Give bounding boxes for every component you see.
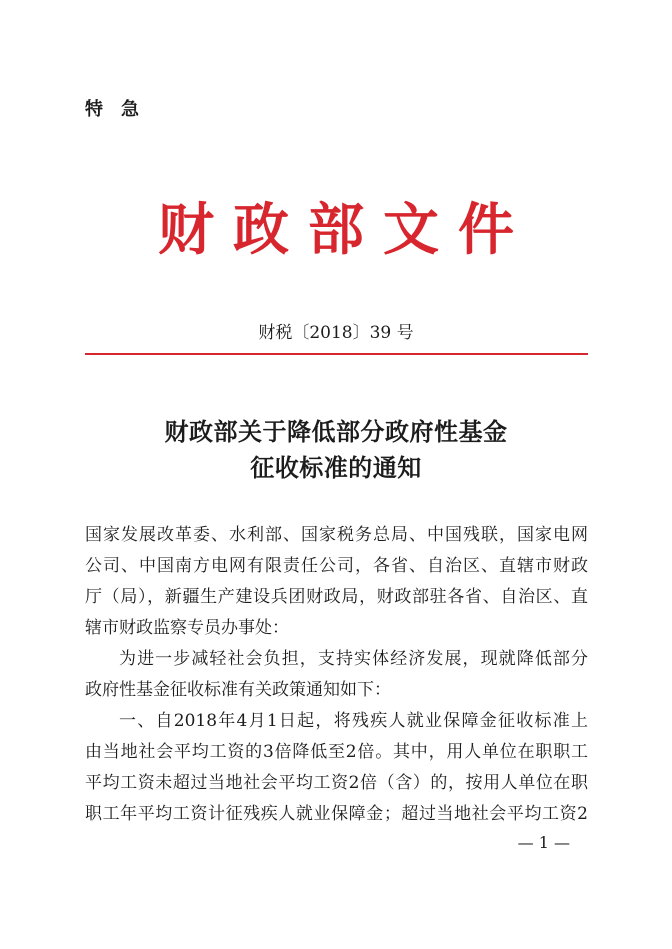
document-title-line: 征收标准的通知 [250,453,422,482]
body-paragraph-line: 为进一步减轻社会负担，支持实体经济发展，现就降低部分 [119,649,588,669]
urgency-mark: 特急 [85,99,157,120]
addressee-line: 国家发展改革委、水利部、国家税务总局、中国残联，国家电网 [85,525,588,545]
body-paragraph-line: 职工年平均工资计征残疾人就业保障金；超过当地社会平均工资2 [85,804,588,824]
document-body [85,520,588,830]
page-number: — 1 — [517,833,570,852]
document-title [0,414,672,486]
document-number: 财税〔2018〕39 号 [258,323,414,343]
addressee-line: 厅（局），新疆生产建设兵团财政局，财政部驻各省、自治区、直 [85,587,588,607]
body-paragraph-line: 政府性基金征收标准有关政策通知如下： [85,680,391,700]
document-title-line: 财政部关于降低部分政府性基金 [164,417,508,446]
body-paragraph-line: 平均工资未超过当地社会平均工资2倍（含）的，按用人单位在职 [85,773,588,793]
red-divider-line [85,353,588,355]
addressee-line: 公司、中国南方电网有限责任公司，各省、自治区、直辖市财政 [85,556,588,576]
issuing-org-title: 财政部文件 [158,197,533,263]
body-paragraph-line: 一、自2018年4月1日起，将残疾人就业保障金征收标准上 [119,711,588,731]
body-paragraph-line: 由当地社会平均工资的3倍降低至2倍。其中，用人单位在职职工 [85,742,588,762]
addressee-line: 辖市财政监察专员办事处： [85,618,289,638]
